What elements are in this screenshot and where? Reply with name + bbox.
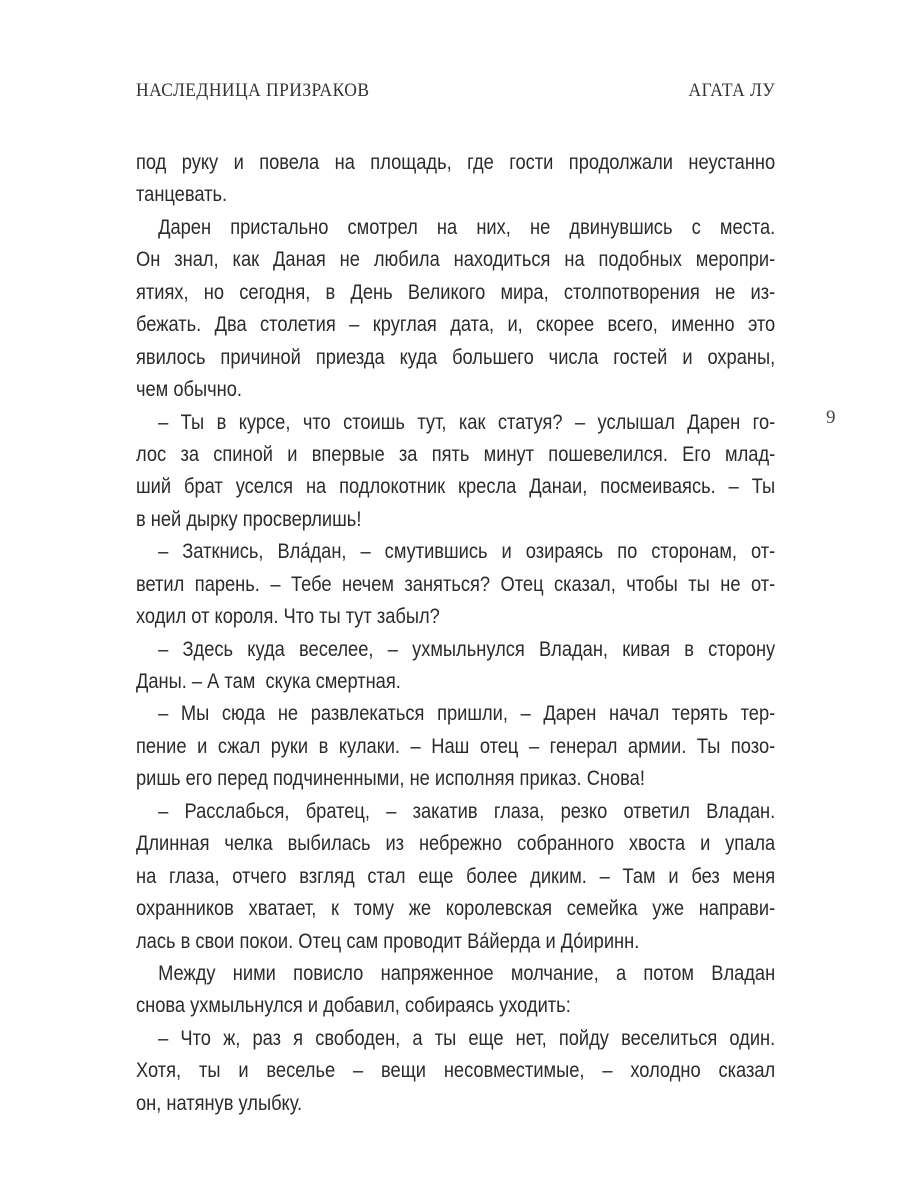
text-line: чем обычно. <box>136 377 242 402</box>
page-body-text <box>136 146 775 1119</box>
text-line: охранников хватает, к тому же королевская семейка уже направи- <box>136 896 776 921</box>
text-line: – Ты в курсе, что стоишь тут, как статуя? – услышал Дарен го- <box>158 409 776 434</box>
text-line: ветил парень. – Тебе нечем заняться? Отец сказал, чтобы ты не от- <box>136 571 776 596</box>
text-line: лась в свои покои. Отец сам проводит Ва́йерда и До́иринн. <box>136 928 640 953</box>
text-line: лос за спиной и впервые за пять минут пошевелился. Его млад- <box>136 441 776 466</box>
running-header-author: АГАТА ЛУ <box>688 80 775 101</box>
text-line: снова ухмыльнулся и добавил, собираясь уходить: <box>136 993 571 1018</box>
text-line: он, натянув улыбку. <box>136 1090 303 1115</box>
text-line: Хотя, ты и веселье – вещи несовместимые, – холодно сказал <box>136 1058 776 1083</box>
text-line: – Заткнись, Вла́дан, – смутившись и озираясь по сторонам, от- <box>158 539 776 564</box>
text-line: ший брат уселся на подлокотник кресла Данаи, посмеиваясь. – Ты <box>136 474 776 499</box>
text-line: танцевать. <box>136 182 228 207</box>
text-line: на глаза, отчего взгляд стал еще более диким. – Там и без меня <box>136 863 776 888</box>
text-line: Он знал, как Даная не любила находиться на подобных меропри- <box>136 247 776 272</box>
text-line: ятиях, но сегодня, в День Великого мира, столпотворения не из- <box>136 279 776 304</box>
text-line: пение и сжал руки в кулаки. – Наш отец – генерал армии. Ты позо- <box>136 733 776 758</box>
text-line: явилось причиной приезда куда большего числа гостей и охраны, <box>136 344 776 369</box>
text-line: – Мы сюда не развлекаться пришли, – Дарен начал терять тер- <box>158 701 776 726</box>
text-line: бежать. Два столетия – круглая дата, и, скорее всего, именно это <box>136 312 776 337</box>
text-line: под руку и повела на площадь, где гости продолжали неустанно <box>136 150 776 174</box>
text-line: Даны. – А там скука смертная. <box>136 669 401 693</box>
text-line: ришь его перед подчиненными, не исполняя приказ. Снова! <box>136 766 645 791</box>
running-header-book-title: НАСЛЕДНИЦА ПРИЗРАКОВ <box>136 80 370 101</box>
page-number: 9 <box>826 407 836 428</box>
text-line: в ней дырку просверлишь! <box>136 506 362 531</box>
text-line: ходил от короля. Что ты тут забыл? <box>136 604 440 629</box>
text-line: Между ними повисло напряженное молчание, а потом Владан <box>158 960 776 985</box>
text-line: Дарен пристально смотрел на них, не двинувшись с места. <box>158 214 776 239</box>
text-line: – Расслабься, братец, – закатив глаза, резко ответил Владан. <box>158 798 776 823</box>
text-line: Длинная челка выбилась из небрежно собранного хвоста и упала <box>136 831 776 856</box>
text-line: – Что ж, раз я свободен, а ты еще нет, пойду веселиться один. <box>158 1025 776 1050</box>
text-line: – Здесь куда веселее, – ухмыльнулся Владан, кивая в сторону <box>158 636 776 661</box>
